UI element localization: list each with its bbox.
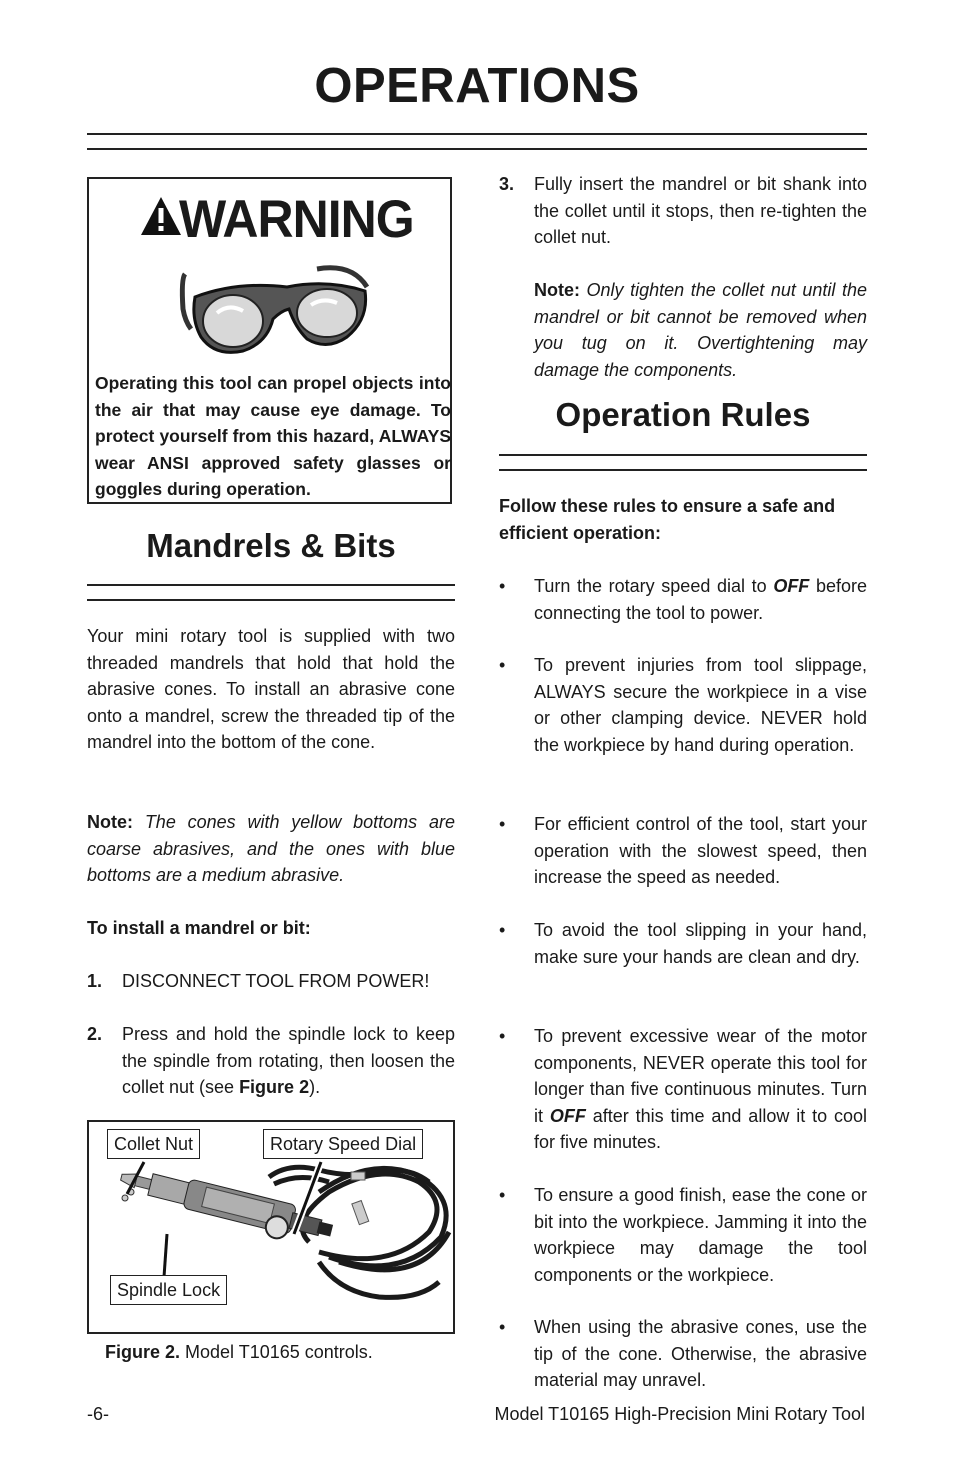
mandrels-rule-bottom — [87, 599, 455, 601]
rule-text: When using the abrasive cones, use the tip of the cone. Otherwise, the abrasive material may unravel. — [534, 1317, 867, 1390]
rule-item — [499, 1023, 867, 1156]
bullet-icon: • — [499, 576, 506, 596]
rotary-speed-dial-label: Rotary Speed Dial — [263, 1129, 423, 1159]
bullet-icon: • — [499, 1026, 506, 1046]
rule-text: For efficient control of the tool, start your operation with the slowest speed, then increase the speed as needed. — [534, 814, 867, 887]
figure-caption — [105, 1341, 373, 1363]
collet-nut-label: Collet Nut — [107, 1129, 200, 1159]
rules-intro: Follow these rules to ensure a safe and efficient operation: — [499, 496, 836, 543]
page-number: -6- — [87, 1404, 109, 1424]
title-rule-top — [87, 133, 867, 135]
rule-item — [499, 652, 867, 758]
rule-text: To prevent excessive wear of the motor components, NEVER operate this tool for longer than five continuous minutes. Turn it OFF after this time and allow it to cool for five minutes. — [534, 1026, 867, 1152]
mandrels-heading: Mandrels & Bits — [146, 527, 396, 564]
step-3-note — [534, 277, 867, 383]
step-text: DISCONNECT TOOL FROM POWER! — [122, 971, 430, 991]
footer-model: Model T10165 High-Precision Mini Rotary Tool — [494, 1404, 865, 1424]
emphasis-off: OFF — [549, 1105, 586, 1126]
emphasis-off: OFF — [773, 576, 810, 596]
note-text: Only tighten the collet nut until the mandrel or bit cannot be removed when you tug on it. Overtightening may damage the components. — [534, 280, 867, 380]
spindle-lock-label: Spindle Lock — [110, 1275, 227, 1305]
rules-heading: Operation Rules — [555, 396, 811, 433]
rule-item — [499, 1314, 867, 1394]
mandrels-note — [87, 809, 455, 889]
rule-text: To avoid the tool slipping in your hand, make sure your hands are clean and dry. — [534, 920, 867, 967]
bullet-icon: • — [499, 655, 506, 675]
warning-triangle-icon — [139, 194, 183, 238]
rule-item — [499, 811, 867, 891]
step-number: 3. — [499, 174, 515, 194]
install-heading: To install a mandrel or bit: — [87, 918, 311, 938]
warning-heading: WARNING — [179, 189, 414, 249]
note-label: Note: — [87, 812, 133, 832]
step-3 — [499, 171, 867, 251]
rule-text: Turn the rotary speed dial to OFF before connecting the tool to power. — [534, 576, 867, 623]
rules-rule-bottom — [499, 469, 867, 471]
step-text: Press and hold the spindle lock to keep the spindle from rotating, then loosen the collet nut (see Figure 2). — [122, 1024, 455, 1097]
rule-item — [499, 917, 867, 970]
mandrels-intro: Your mini rotary tool is supplied with two threaded mandrels that hold that hold the abrasive cones. To install an abrasive cone onto a mandrel, screw the threaded tip of the mandrel into the bottom of the cone. — [87, 626, 455, 752]
bullet-icon: • — [499, 814, 506, 834]
step-number: 2. — [87, 1024, 103, 1044]
warning-heading-row — [139, 189, 419, 249]
rules-rule-top — [499, 454, 867, 456]
step-2 — [87, 1021, 455, 1101]
warning-text: Operating this tool can propel objects into the air that may cause eye damage. To protect yourself from this hazard, ALWAYS wear ANSI approved safety glasses or goggles during operation. — [95, 373, 451, 499]
step-number: 1. — [87, 971, 103, 991]
bullet-icon: • — [499, 1317, 506, 1337]
figure-2-box — [87, 1120, 455, 1334]
note-text: The cones with yellow bottoms are coarse abrasives, and the ones with blue bottoms are a medium abrasive. — [87, 812, 455, 885]
rule-text: To ensure a good finish, ease the cone or bit into the workpiece. Jamming it into the workpiece may damage the tool components or the workpiece. — [534, 1185, 867, 1285]
rule-text: To prevent injuries from tool slippage, ALWAYS secure the workpiece in a vise or other clamping device. NEVER hold the workpiece by hand during operation. — [534, 655, 867, 755]
step-text: Fully insert the mandrel or bit shank into the collet until it stops, then re-tighten the collet nut. — [534, 174, 867, 247]
figure-caption-text: Model T10165 controls. — [185, 1342, 373, 1362]
note-label: Note: — [534, 280, 580, 300]
warning-box — [87, 177, 452, 504]
goggles-icon — [177, 259, 377, 359]
figure-caption-label: Figure 2. — [105, 1342, 181, 1362]
bullet-icon: • — [499, 1185, 506, 1205]
rule-item — [499, 1182, 867, 1288]
page-title: OPERATIONS — [314, 59, 640, 113]
title-rule-bottom — [87, 148, 867, 150]
mandrels-rule-top — [87, 584, 455, 586]
step-1 — [87, 968, 455, 995]
bullet-icon: • — [499, 920, 506, 940]
rule-item — [499, 573, 867, 626]
